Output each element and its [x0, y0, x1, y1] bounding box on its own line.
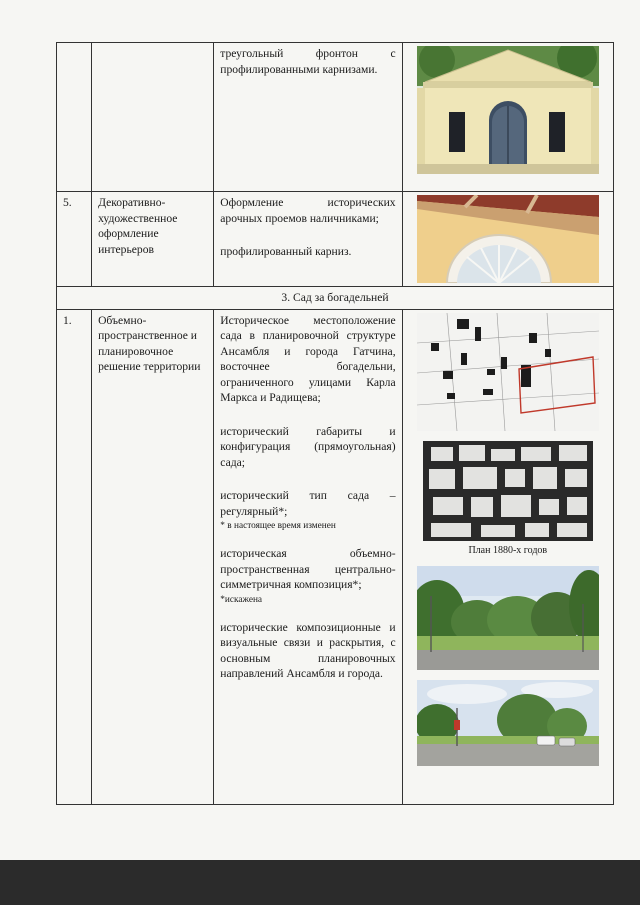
description-paragraph: треугольный фронтон с профилированными карнизами.	[220, 47, 396, 76]
description-paragraph: Оформление исторических арочных проемов наличниками;	[220, 196, 396, 225]
section-title: 3. Сад за богадельней	[57, 287, 614, 310]
table-row	[57, 43, 614, 192]
description-paragraph: исторические композиционные и визуальные связи и раскрытия, с основным планировочных направлений Ансамбля и города.	[220, 620, 396, 680]
row-description	[214, 309, 402, 804]
site-plan-map	[417, 313, 599, 431]
image-cell	[402, 192, 613, 287]
interior-arch-photo	[417, 195, 599, 283]
map-caption: План 1880-х годов	[468, 544, 548, 556]
description-paragraph: Историческое местоположение сада в планировочной структуре Ансамбля и города Гатчина, восточнее богадельни, ограниченного улицами Карла Маркса и Радищева;	[220, 313, 396, 404]
paragraph-text: историческая объемно-пространственная центрально-симметричная композиция*;	[220, 547, 396, 591]
description-paragraph: профилированный карниз.	[220, 245, 352, 258]
image-cell	[402, 43, 613, 192]
table-row	[57, 192, 614, 287]
image-cell	[402, 309, 613, 804]
row-description	[214, 192, 402, 287]
row-name	[92, 43, 214, 192]
footnote: *искажена	[220, 594, 263, 605]
heritage-table	[56, 42, 614, 805]
row-name: Декоративно-художественное оформление интерьеров	[92, 192, 214, 287]
description-paragraph: исторический габариты и конфигурация (прямоугольная) сада;	[220, 424, 396, 469]
row-description	[214, 43, 402, 192]
description-paragraph	[220, 546, 395, 606]
garden-street-photo	[417, 680, 599, 766]
paragraph-text: исторический тип сада – регулярный*;	[220, 489, 396, 518]
table-row	[57, 309, 614, 804]
document-sheet	[56, 42, 614, 805]
description-paragraph	[220, 488, 395, 532]
row-number: 5.	[57, 192, 92, 287]
scan-bottom-band	[0, 860, 640, 905]
building-facade-photo	[417, 46, 599, 174]
footnote: * в настоящее время изменен	[220, 521, 336, 531]
row-number	[57, 43, 92, 192]
garden-park-photo	[417, 566, 599, 670]
row-name: Объемно-пространственное и планировочное решение территории	[92, 309, 214, 804]
historical-plan-map	[423, 441, 593, 541]
section-header-row	[57, 287, 614, 310]
row-number: 1.	[57, 309, 92, 804]
